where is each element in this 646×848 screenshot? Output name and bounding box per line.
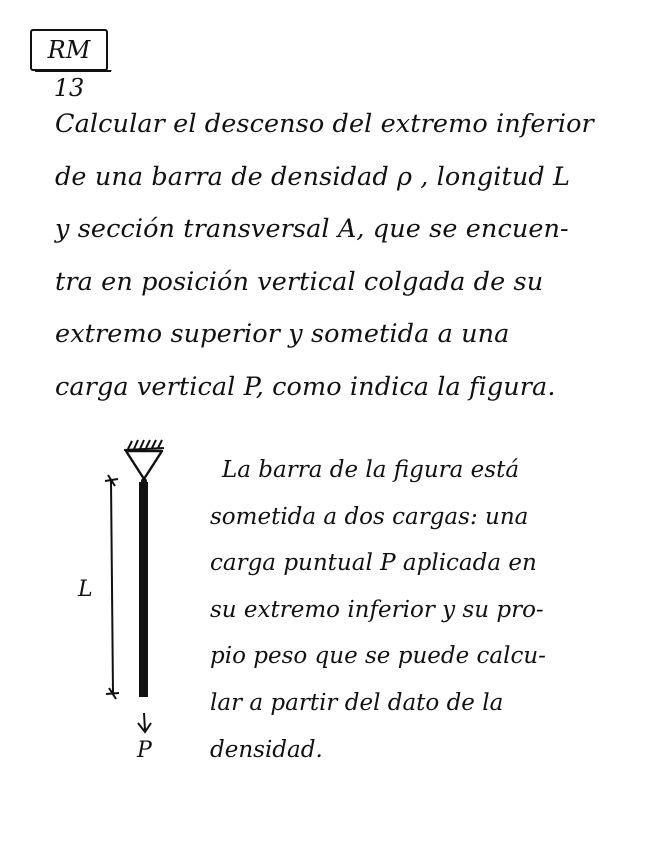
load-label: P [137,738,152,763]
explanation-line: su extremo inferior y su pro- [210,596,544,623]
explanation-line: pio peso que se puede calcu- [210,643,546,670]
problem-line: tra en posición vertical colgada de su [55,266,544,297]
length-dimension-line [111,481,113,694]
explanation-line: densidad. [210,736,323,763]
explanation-text [210,447,630,773]
explanation-line: sometida a dos cargas: una [210,503,529,530]
problem-line: extremo superior y sometida a una [55,319,510,349]
problem-line: carga vertical P, como indica la figura. [55,371,556,402]
explanation-line: carga puntual P aplicada en [210,550,537,577]
problem-line: y sección transversal A, que se encuen- [55,214,569,244]
hanging-bar-figure [70,435,200,775]
problem-line: Calcular el descenso del extremo inferior [55,109,594,139]
problem-line: de una barra de densidad ρ , longitud L [55,161,571,192]
explanation-line: La barra de la figura está [222,457,520,483]
explanation-line: lar a partir del dato de la [210,689,504,716]
pin-support [126,451,162,479]
vertical-bar [139,482,148,697]
support-hatch [124,440,164,450]
problem-tag: RM 13 [30,29,108,71]
bar-diagram [70,435,200,775]
load-arrow [144,713,145,730]
problem-tag-underline [35,66,113,72]
length-label: L [78,577,93,602]
problem-statement [55,98,635,413]
